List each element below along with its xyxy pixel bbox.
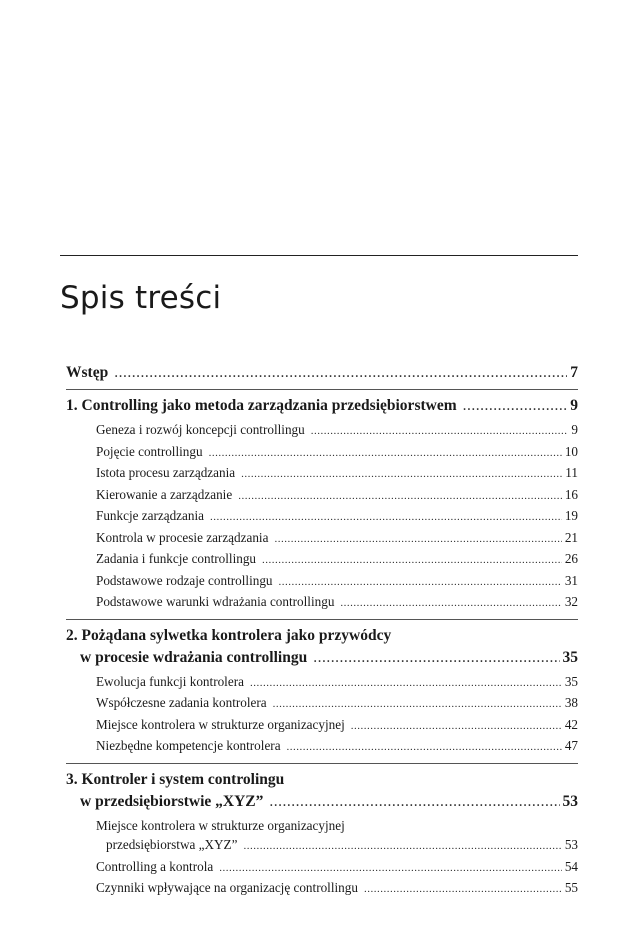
toc-item[interactable] xyxy=(66,528,578,550)
leader-dots xyxy=(274,530,561,550)
toc-item-page: 47 xyxy=(564,738,578,753)
toc-item-label: Kontrola w procesie zarządzania xyxy=(96,529,269,545)
toc-item-page: 38 xyxy=(564,695,578,710)
chapter-title-line2: w procesie wdrażania controllingu xyxy=(80,648,308,666)
chapter-page: 35 xyxy=(562,648,578,666)
toc-item-label: Kierowanie a zarządzanie xyxy=(96,486,233,502)
toc-item[interactable] xyxy=(66,857,578,879)
chapter-title-line1: 3. Kontroler i system controlingu xyxy=(66,770,285,788)
leader-dots xyxy=(250,674,562,694)
page-title: Spis treści xyxy=(60,280,222,316)
leader-dots xyxy=(364,880,562,900)
leader-dots xyxy=(210,508,562,528)
leader-dots xyxy=(262,551,562,571)
toc-item[interactable] xyxy=(66,485,578,507)
table-of-contents xyxy=(66,362,578,900)
toc-item[interactable] xyxy=(66,463,578,485)
toc-item[interactable] xyxy=(66,592,578,614)
toc-item-page: 32 xyxy=(564,594,578,609)
leader-dots xyxy=(219,859,562,879)
chapter-title-line2: w przedsiębiorstwie „XYZ” xyxy=(80,792,264,810)
section-separator xyxy=(66,389,578,390)
chapter-page: 9 xyxy=(570,397,578,414)
chapter-title-line2-row xyxy=(66,791,578,813)
toc-chapter-2[interactable] xyxy=(66,625,578,669)
toc-item-label: Pojęcie controllingu xyxy=(96,443,203,459)
toc-item[interactable] xyxy=(66,571,578,593)
toc-intro-page: 7 xyxy=(570,364,578,381)
toc-item-label: Współczesne zadania kontrolera xyxy=(96,695,267,710)
leader-dots xyxy=(279,573,562,593)
toc-item[interactable] xyxy=(66,715,578,737)
toc-item-label: Geneza i rozwój koncepcji controllingu xyxy=(96,422,305,437)
toc-item-label: Podstawowe warunki wdrażania controllingu xyxy=(96,594,335,609)
toc-item[interactable] xyxy=(66,549,578,571)
leader-dots xyxy=(351,717,562,737)
toc-item-label: Controlling a kontrola xyxy=(96,858,214,874)
toc-item[interactable] xyxy=(66,506,578,528)
toc-item[interactable] xyxy=(66,878,578,900)
toc-item-page: 31 xyxy=(564,572,578,588)
chapter-title-line1: 2. Pożądana sylwetka kontrolera jako przywódcy xyxy=(66,626,392,644)
toc-item-page: 35 xyxy=(564,673,578,689)
toc-item-page: 55 xyxy=(564,880,578,895)
toc-item-line2-row xyxy=(96,835,578,857)
toc-item-page: 10 xyxy=(564,443,578,459)
toc-item-label-line1: Miejsce kontrolera w strukturze organizacyjnej xyxy=(96,817,345,833)
chapter-title: 1. Controlling jako metoda zarządzania przedsiębiorstwem xyxy=(66,397,457,414)
leader-dots xyxy=(241,465,562,485)
toc-chapter-3[interactable] xyxy=(66,769,578,813)
toc-item[interactable] xyxy=(66,693,578,715)
leader-dots xyxy=(340,594,561,614)
toc-item-page: 53 xyxy=(564,837,578,852)
toc-item-page: 19 xyxy=(564,508,578,523)
toc-chapter-1[interactable] xyxy=(66,395,578,417)
toc-item-label: Miejsce kontrolera w strukturze organizacyjnej xyxy=(96,716,345,732)
leader-dots xyxy=(243,837,561,857)
toc-item[interactable] xyxy=(66,420,578,442)
leader-dots xyxy=(238,487,562,507)
leader-dots xyxy=(269,791,559,813)
toc-item-page: 11 xyxy=(565,465,578,480)
chapter-page: 53 xyxy=(562,792,578,810)
toc-item-label-line2: przedsiębiorstwa „XYZ” xyxy=(106,837,238,852)
leader-dots xyxy=(463,395,568,417)
chapter-title-line2-row xyxy=(66,647,578,669)
leader-dots xyxy=(273,695,562,715)
leader-dots xyxy=(209,444,562,464)
toc-intro[interactable] xyxy=(66,362,578,384)
toc-item-label: Czynniki wpływające na organizację controllingu xyxy=(96,880,358,895)
toc-item-label: Ewolucja funkcji kontrolera xyxy=(96,673,244,689)
toc-item[interactable] xyxy=(66,736,578,758)
toc-item[interactable] xyxy=(66,442,578,464)
toc-item-page: 26 xyxy=(564,551,578,566)
leader-dots xyxy=(287,738,562,758)
toc-item-label: Funkcje zarządzania xyxy=(96,508,204,523)
toc-intro-label: Wstęp xyxy=(66,364,109,381)
toc-item-page: 21 xyxy=(564,529,578,545)
leader-dots xyxy=(114,362,567,384)
leader-dots xyxy=(313,647,559,669)
toc-item-label: Podstawowe rodzaje controllingu xyxy=(96,572,273,588)
toc-item[interactable] xyxy=(66,672,578,694)
header-rule xyxy=(60,255,578,256)
toc-item-page: 42 xyxy=(564,716,578,732)
toc-item-label: Istota procesu zarządzania xyxy=(96,465,236,480)
toc-item-page: 16 xyxy=(564,486,578,502)
toc-item[interactable] xyxy=(66,816,578,857)
toc-item-label: Niezbędne kompetencje kontrolera xyxy=(96,738,281,753)
section-separator xyxy=(66,619,578,620)
section-separator xyxy=(66,763,578,764)
toc-item-page: 9 xyxy=(571,422,578,437)
toc-item-page: 54 xyxy=(564,858,578,874)
toc-item-label: Zadania i funkcje controllingu xyxy=(96,551,257,566)
leader-dots xyxy=(311,422,569,442)
